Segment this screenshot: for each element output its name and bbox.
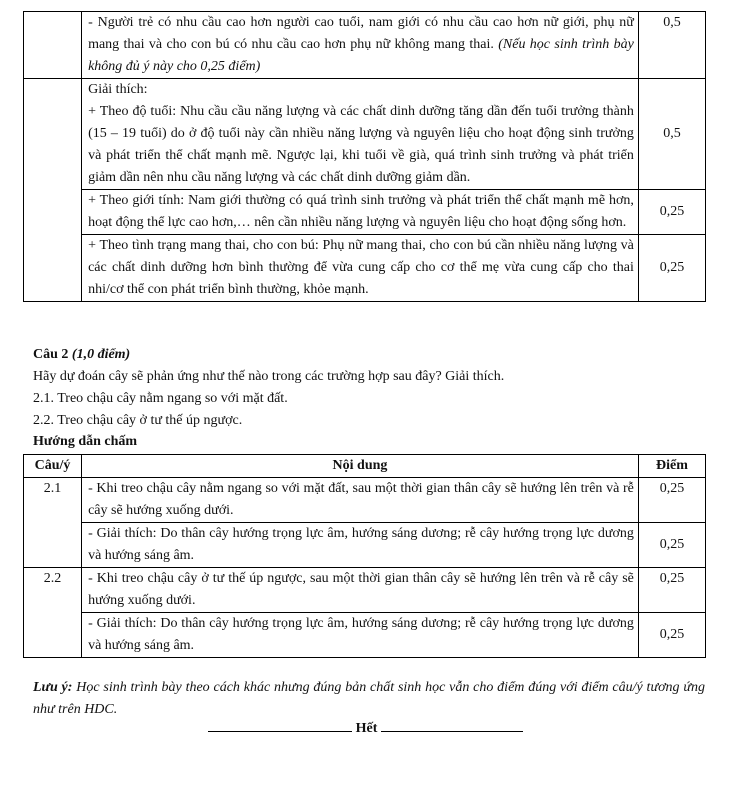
content-note: (Nếu học sinh trình bày không đủ ý này cho 0,25 điểm) [88, 37, 634, 74]
question-heading [33, 345, 130, 365]
table-row [24, 613, 706, 658]
points-value: 0,5 [663, 126, 681, 141]
table-row [24, 235, 706, 302]
end-line-right [381, 731, 523, 732]
table-cell-content [82, 478, 639, 523]
table-cell-points [638, 478, 705, 523]
points-value: 0,25 [659, 627, 685, 642]
item-id: 2.1 [43, 481, 62, 496]
table-cell-content [82, 568, 639, 613]
points-value: 0,25 [659, 260, 685, 275]
table-row [24, 478, 706, 523]
column-header: Điểm [638, 455, 705, 478]
column-header: Câu/ý [24, 455, 82, 478]
content-text: + Theo giới tính: Nam giới thường có quá trình sinh trưởng và phát triển thể chất mạnh mẽ hơn, hoạt động thể lực cao hơn,… nên cần nhiều năng lượng và nguyên liệu cho hoạt động sống hơn. [88, 193, 634, 230]
content-text: Giải thích: + Theo độ tuổi: Nhu cầu cầu năng lượng và các chất dinh dưỡng tăng dần đến tuổi trưởng thành (15 – 19 tuổi) do ở độ tuổi này cần nhiều năng lượng và nguyên liệu cho hoạt động sinh trưởng và phát triển thể chất mạnh mẽ. Ngược lại, khi tuổi về già, quá trình sinh trưởng và phát triển giảm dần nên nhu cầu năng lượng và các chất dinh dưỡng giảm dần. [88, 82, 634, 185]
item-id: 2.2 [43, 571, 62, 586]
content-text: - Giải thích: Do thân cây hướng trọng lực âm, hướng sáng dương; rễ cây hướng trọng lực dương và hướng sáng âm. [88, 616, 634, 653]
table-cell-content [82, 190, 639, 235]
question-item: 2.2. Treo chậu cây ở tư thế úp ngược. [33, 413, 243, 428]
table-cell-content [82, 235, 639, 302]
table-cell-points [638, 12, 705, 79]
end-line-left [208, 731, 352, 732]
points-value: 0,25 [659, 537, 685, 552]
question-number: Câu 2 [33, 347, 69, 362]
table-row [24, 190, 706, 235]
question-item: 2.1. Treo chậu cây nằm ngang so với mặt đất. [33, 391, 288, 406]
table-header-row [24, 455, 706, 478]
column-header: Nội dung [82, 455, 639, 478]
table-cell-id [24, 568, 82, 658]
table-cell-points [638, 79, 705, 190]
table-row [24, 12, 706, 79]
points-value: 0,25 [659, 204, 685, 219]
table-cell-content [82, 79, 639, 190]
footnote [33, 677, 705, 721]
table-cell-points [638, 190, 705, 235]
end-marker [0, 721, 731, 737]
footnote-label: Lưu ý: [33, 680, 73, 695]
table-cell-empty [24, 12, 82, 79]
end-text: Hết [355, 721, 378, 736]
table-cell-id [24, 478, 82, 568]
table-cell-points [638, 613, 705, 658]
table-row [24, 79, 706, 190]
content-text: + Theo tình trạng mang thai, cho con bú: Phụ nữ mang thai, cho con bú cần nhiều năng lượng và các chất dinh dưỡng hơn bình thường để vừa cung cấp cho cơ thể mẹ vừa cung cấp cho thai nhi/cơ thể con phát triển bình thường, khỏe mạnh. [88, 238, 634, 297]
table-cell-points [638, 523, 705, 568]
table-cell-content [82, 613, 639, 658]
content-text: - Giải thích: Do thân cây hướng trọng lực âm, hướng sáng dương; rễ cây hướng trọng lực dương và hướng sáng âm. [88, 526, 634, 563]
content-text: - Khi treo chậu cây ở tư thế úp ngược, sau một thời gian thân cây sẽ hướng lên trên và rễ cây sẽ hướng xuống dưới. [88, 571, 634, 608]
points-value: 0,25 [659, 481, 685, 496]
table-cell-points [638, 235, 705, 302]
table-cell-empty [24, 79, 82, 302]
footnote-text: Học sinh trình bày theo cách khác nhưng đúng bản chất sinh học vẫn cho điểm đúng với điểm câu/ý tương ứng như trên HDC. [33, 680, 706, 717]
table-cell-points [638, 568, 705, 613]
guide-heading: Hướng dẫn chấm [33, 434, 138, 449]
points-value: 0,25 [659, 571, 685, 586]
table-cell-content [82, 523, 639, 568]
question-score: (1,0 điểm) [71, 347, 131, 362]
scoring-table-part1 [23, 11, 706, 302]
question-prompt: Hãy dự đoán cây sẽ phản ứng như thế nào trong các trường hợp sau đây? Giải thích. [33, 369, 505, 384]
table-row [24, 523, 706, 568]
scoring-table-part2 [23, 454, 706, 658]
table-row [24, 568, 706, 613]
points-value: 0,5 [663, 15, 681, 30]
content-text: - Khi treo chậu cây nằm ngang so với mặt đất, sau một thời gian thân cây sẽ hướng lên trên và rễ cây sẽ hướng xuống dưới. [88, 481, 634, 518]
table-cell-content [82, 12, 639, 79]
content-text: - Người trẻ có nhu cầu cao hơn người cao tuổi, nam giới có nhu cầu cao hơn nữ giới, phụ nữ mang thai và cho con bú có nhu cầu cao hơn phụ nữ không mang thai. [88, 15, 634, 52]
